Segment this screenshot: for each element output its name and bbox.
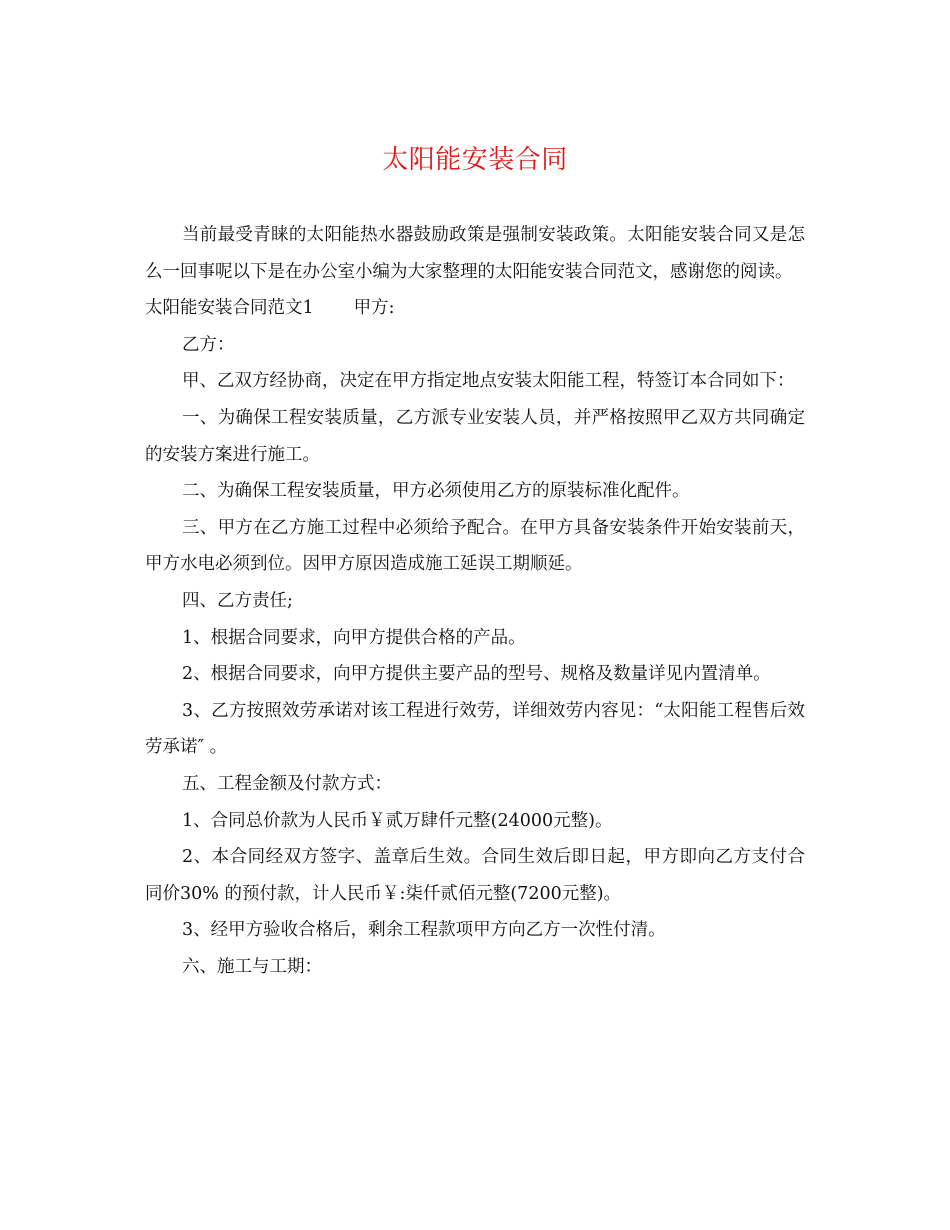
party-a-label: 甲方: [353,298,395,319]
clause-paragraph: 三、甲方在乙方施工过程中必须给予配合。在甲方具备安装条件开始安装前天，甲方水电必须到位。因甲方原因造成施工延误工期顺延。 [145,517,805,575]
sample-heading-line [145,290,805,327]
document-body [145,217,805,985]
intro-paragraph: 当前最受青睐的太阳能热水器鼓励政策是强制安装政策。太阳能安装合同又是怎么一回事呢以下是在办公室小编为大家整理的太阳能安装合同范文，感谢您的阅读。 [145,225,805,282]
clause-paragraph: 2、根据合同要求，向甲方提供主要产品的型号、规格及数量详见内置清单。 [182,664,771,685]
clause-paragraph: 3、经甲方验收合格后，剩余工程款项甲方向乙方一次性付清。 [182,920,666,941]
clause-paragraph: 二、为确保工程安装质量，甲方必须使用乙方的原装标准化配件。 [182,481,690,502]
section-heading: 四、乙方责任; [182,590,293,611]
section-heading: 六、施工与工期： [182,956,322,977]
clause-paragraph: 1、合同总价款为人民币￥贰万肆仟元整(24000元整)。 [182,810,613,831]
sample-heading: 太阳能安装合同范文1 [145,298,314,319]
document-title: 太阳能安装合同 [382,145,568,175]
clause-paragraph: 甲、乙双方经协商，决定在甲方指定地点安装太阳能工程，特签订本合同如下： [182,371,795,392]
party-b-label: 乙方： [182,334,235,355]
clause-paragraph: 1、根据合同要求，向甲方提供合格的产品。 [182,627,526,648]
section-heading: 五、工程金额及付款方式： [182,773,392,794]
clause-paragraph: 一、为确保工程安装质量，乙方派专业安装人员，并严格按照甲乙双方共同确定的安装方案进行施工。 [145,407,805,465]
clause-paragraph: 2、本合同经双方签字、盖章后生效。合同生效后即日起，甲方即向乙方支付合同价30% 的预付款，计人民币￥:柒仟贰佰元整(7200元整)。 [145,847,805,904]
clause-paragraph: 3、乙方按照效劳承诺对该工程进行效劳，详细效劳内容见：“太阳能工程售后效劳承诺″ 。 [145,700,805,758]
